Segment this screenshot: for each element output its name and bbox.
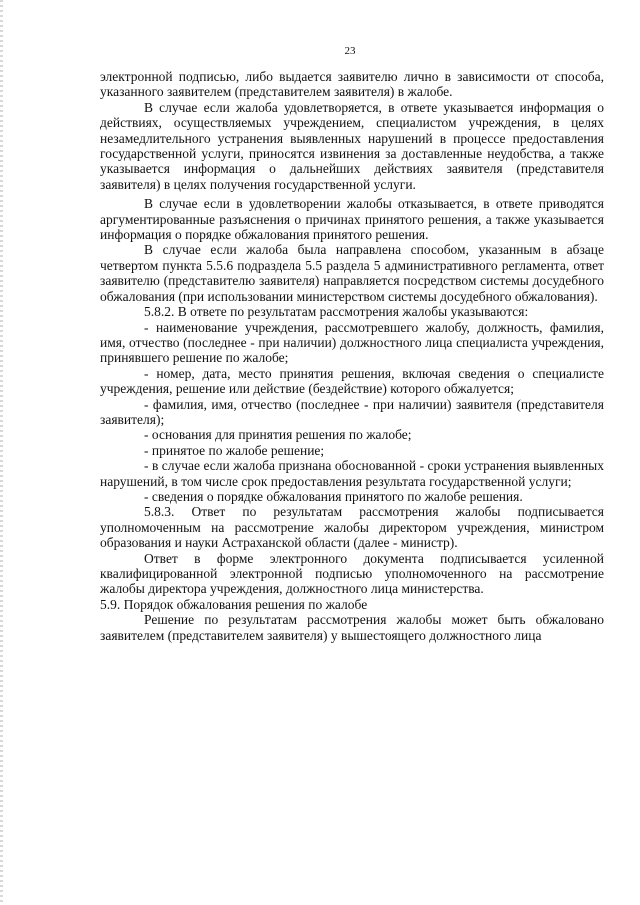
paragraph-continuation: электронной подписью, либо выдается заявителю лично в зависимости от способа, указанного заявителем (представителем заявителя) в жалобе. — [100, 69, 604, 100]
paragraph-final: Решение по результатам рассмотрения жалобы может быть обжаловано заявителем (представителем заявителя) у вышестоящего должностного лица — [100, 612, 604, 643]
list-item: - сведения о порядке обжалования принятого по жалобе решения. — [144, 488, 523, 504]
clause-5-8-3: 5.8.3. Ответ по результатам рассмотрения жалобы подписывается уполномоченным на рассмотрение жалобы директором учреждения, министром образования и науки Астраханской области (далее - министр). — [100, 504, 604, 551]
document-body — [100, 69, 604, 643]
paragraph: В случае если в удовлетворении жалобы отказывается, в ответе приводятся аргументированные разъяснения о причинах принятого решения, а также указывается информация о порядке обжалования принятого решения. — [100, 196, 604, 243]
clause-5-8-2: 5.8.2. В ответе по результатам рассмотрения жалобы указываются: — [144, 304, 529, 320]
list-item: - принятое по жалобе решение; — [144, 442, 325, 458]
list-item: - основания для принятия решения по жалобе; — [144, 427, 412, 443]
page-number: 23 — [344, 45, 356, 57]
list-item: - в случае если жалоба признана обоснованной - сроки устранения выявленных нарушений, в том числе срок предоставления результата государственной услуги; — [100, 458, 604, 489]
list-item: - наименование учреждения, рассмотревшего жалобу, должность, фамилия, имя, отчество (последнее - при наличии) должностного лица специалиста учреждения, принявшего решение по жалобе; — [100, 319, 604, 366]
scan-edge — [0, 0, 3, 905]
paragraph: В случае если жалоба удовлетворяется, в ответе указывается информация о действиях, осуществляемых учреждением, специалистом учреждения, в целях незамедлительного устранения выявленных нарушений в процессе предоставления государственной услуги, приносятся извинения за доставленные неудобства, а также указывается информация о дальнейших действиях заявителя (представителя заявителя) в целях получения государственной услуги. — [100, 99, 604, 192]
paragraph: Ответ в форме электронного документа подписывается усиленной квалифицированной электронной подписью уполномоченного на рассмотрение жалобы директора учреждения, должностного лица министерства. — [100, 550, 604, 597]
paragraph: В случае если жалоба была направлена способом, указанным в абзаце четвертом пункта 5.5.6 подраздела 5.5 раздела 5 административного регламента, ответ заявителю (представителю заявителя) направляется посредством системы досудебного обжалования (при использовании министерством системы досудебного обжалования). — [100, 242, 604, 304]
list-item: - номер, дата, место принятия решения, включая сведения о специалисте учреждения, решение или действие (бездействие) которого обжалуется; — [100, 365, 604, 397]
section-title: 5.9. Порядок обжалования решения по жалобе — [100, 596, 368, 612]
list-item: - фамилия, имя, отчество (последнее - при наличии) заявителя (представителя заявителя); — [100, 396, 604, 427]
